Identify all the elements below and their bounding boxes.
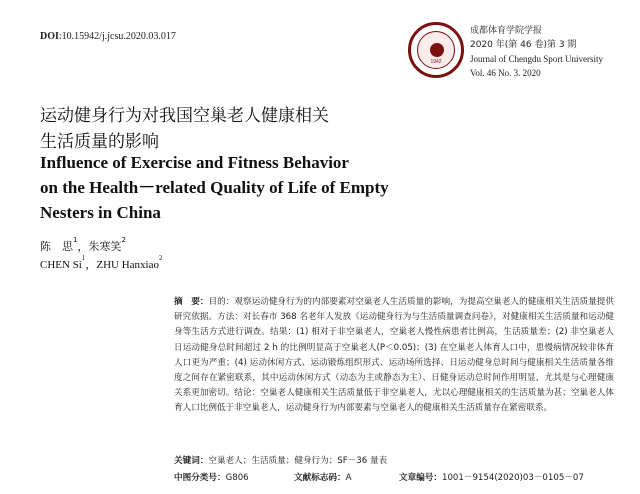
clc-value: G806 <box>225 473 249 483</box>
journal-masthead <box>470 24 603 80</box>
article-title-cn <box>40 103 329 155</box>
article-number-label: 文章编号： <box>399 473 442 483</box>
authors-cn <box>40 238 126 254</box>
doc-code-value: A <box>345 473 352 483</box>
authors-en <box>40 256 163 272</box>
abstract <box>174 295 614 417</box>
title-cn-line: 生活质量的影响 <box>40 132 159 152</box>
journal-name-en: Journal of Chengdu Sport University <box>470 54 603 64</box>
seal-emblem-icon <box>430 43 444 57</box>
title-en-line: Influence of Exercise and Fitness Behavior <box>40 153 349 172</box>
title-en-line: on the Health－related Quality of Life of Empty <box>40 178 389 197</box>
abstract-label: 摘 要： <box>174 297 209 307</box>
journal-issue-en: Vol. 46 No. 3. 2020 <box>470 68 541 78</box>
author-separator: ， <box>77 240 89 253</box>
author-name: 陈 思 <box>40 240 73 253</box>
author-name: 朱寒笑 <box>88 240 122 253</box>
keywords-label: 关键词： <box>174 456 209 466</box>
university-seal-logo <box>408 22 464 78</box>
author-name: CHEN Si <box>40 259 82 271</box>
doi-label: DOI <box>40 31 59 42</box>
author-affiliation: 1 <box>73 236 78 244</box>
doc-code-label: 文献标志码： <box>294 473 346 483</box>
author-affiliation: 1 <box>81 254 86 262</box>
keywords-text: 空巢老人；生活质量；健身行为；SF－36 量表 <box>208 456 388 466</box>
author-separator: ， <box>85 259 97 271</box>
keywords <box>174 454 387 466</box>
classification-line <box>174 471 614 483</box>
seal-year: 1942 <box>430 59 442 65</box>
journal-name-cn: 成都体育学院学报 <box>470 26 543 36</box>
clc-label: 中图分类号： <box>174 473 226 483</box>
title-cn-line: 运动健身行为对我国空巢老人健康相关 <box>40 106 329 126</box>
article-number-value: 1001－9154(2020)03－0105－07 <box>441 473 584 483</box>
author-affiliation: 2 <box>159 254 163 262</box>
author-name: ZHU Hanxiao <box>96 259 159 271</box>
seal-inner-ring <box>417 31 455 69</box>
doi-value: :10.15942/j.jcsu.2020.03.017 <box>58 31 176 42</box>
author-affiliation: 2 <box>121 236 126 244</box>
title-en-line: Nesters in China <box>40 203 161 222</box>
journal-issue-cn: 2020 年(第 46 卷)第 3 期 <box>470 40 577 50</box>
article-title-en <box>40 150 500 225</box>
abstract-text: 目的：观察运动健身行为的内部要素对空巢老人生活质量的影响，为提高空巢老人的健康相关生活质量提供研究依据。方法：对长春市 368 名老年人发放《运动健身行为与生活质量调查问卷》，对健康相关生活质量和运动健身等生活方式进行调查。结果：(1) 相对于非空巢老人，空巢老人慢性病患者比例高，生活质量差；(2) 非空巢老人日运动健身总时间超过 2 h 的比例明显高于空巢老人(P＜0.05)；(3) 在空巢老人体育人口中，患慢病情况较非体育人口更为严重；(4) 运动休闲方式、运动锻炼组织形式、运动场所选择、日运动健身总时间与健康相关生活质量各维度之间存在紧密联系，其中运动休闲方式（动态为主或静态为主）、日健身运动总时间作用明显，尤其是与心理健康关系更加密切。结论：空巢老人健康相关生活质量低于非空巢老人，尤以心理健康相关的生活质量为甚；空巢老人体育人口比例低于非空巢老人，运动健身行为内部要素与空巢老人的健康相关生活质量存在紧密联系。 <box>174 297 614 414</box>
doi-line <box>40 31 176 42</box>
